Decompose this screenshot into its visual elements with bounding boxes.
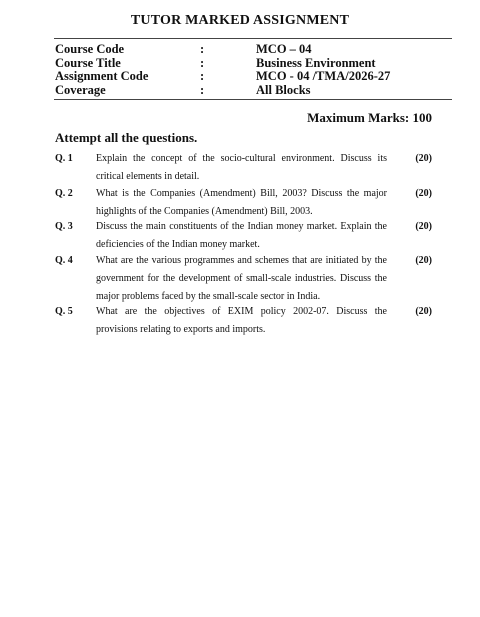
question-text: What are the objectives of EXIM policy 2002-07. Discuss the provisions relating to exports and imports. — [96, 306, 387, 335]
course-title-row — [55, 57, 445, 71]
course-info-table — [55, 43, 445, 97]
coverage-colon: : — [200, 82, 205, 97]
assignment-code-value: MCO - 04 /TMA/2026-27 — [256, 69, 391, 83]
header-bottom-rule — [54, 99, 452, 100]
coverage-row — [55, 84, 445, 98]
assignment-code-label: Assignment Code — [55, 69, 149, 83]
maximum-marks: Maximum Marks: 100 — [307, 110, 432, 125]
course-code-row — [55, 43, 445, 57]
header-top-rule — [54, 38, 452, 39]
coverage-label: Coverage — [55, 82, 106, 97]
course-code-label: Course Code — [55, 42, 125, 56]
instructions-heading: Attempt all the questions. — [55, 130, 198, 145]
course-code-colon: : — [200, 42, 205, 56]
course-title-value: Business Environment — [256, 55, 376, 70]
question-number: Q. 1 — [55, 153, 73, 164]
question-marks: (20) — [415, 306, 432, 317]
question-marks: (20) — [415, 221, 432, 232]
question-marks: (20) — [415, 153, 432, 164]
question-marks: (20) — [415, 255, 432, 266]
assignment-code-colon: : — [200, 69, 205, 83]
course-title-label: Course Title — [55, 55, 121, 70]
question-text: Explain the concept of the socio-cultural environment. Discuss its critical elements in detail. — [96, 153, 387, 182]
question-number: Q. 3 — [55, 221, 73, 232]
question-number: Q. 2 — [55, 188, 73, 199]
question-text: What is the Companies (Amendment) Bill, 2003? Discuss the major highlights of the Companies (Amendment) Bill, 2003. — [96, 188, 387, 217]
question-text: Discuss the main constituents of the Indian money market. Explain the deficiencies of the Indian money market. — [96, 221, 387, 250]
question-number: Q. 5 — [55, 306, 73, 317]
coverage-value: All Blocks — [256, 82, 311, 97]
question-text: What are the various programmes and schemes that are initiated by the government for the development of small-scale industries. Discuss the major problems faced by the small-scale sector in India. — [96, 255, 387, 302]
assignment-code-row — [55, 70, 445, 84]
question-marks: (20) — [415, 188, 432, 199]
page-title: TUTOR MARKED ASSIGNMENT — [130, 13, 350, 28]
course-title-colon: : — [200, 55, 205, 70]
course-code-value: MCO – 04 — [256, 42, 312, 56]
question-number: Q. 4 — [55, 255, 73, 266]
